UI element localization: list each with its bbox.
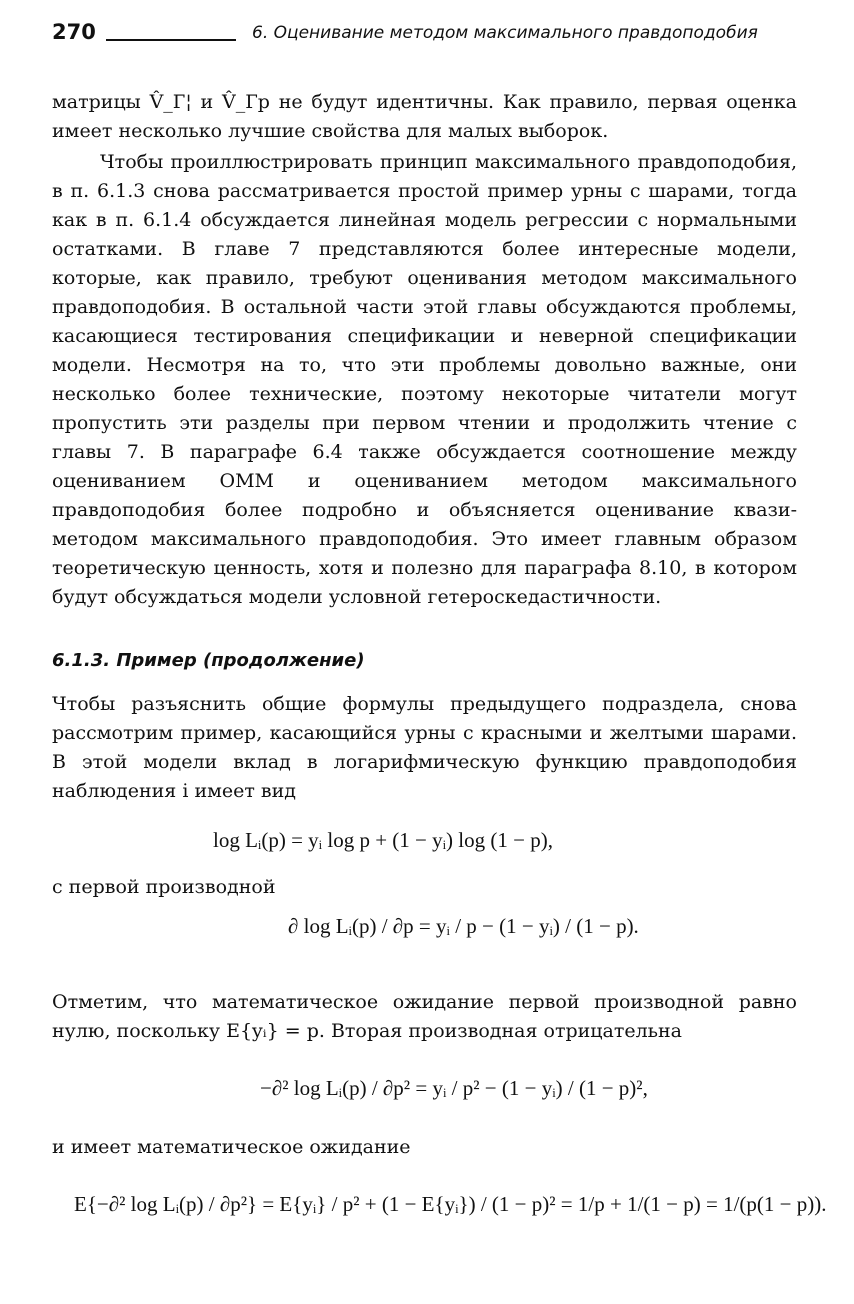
header-rule [106,39,236,41]
equation-loglikelihood [213,828,553,853]
paragraph-example: Чтобы разъяснить общие формулы предыдущего подраздела, снова рассмотрим пример, касающийся урны с красными и желтыми шарами. В этой модели вклад в логарифмическую функцию правдоподобия наблюдения i имеет вид [52,693,797,802]
paragraph-overview: Чтобы проиллюстрировать принцип максимального правдоподобия, в п. 6.1.3 снова рассматривается простой пример урны с шарами, тогда как в п. 6.1.4 обсуждается линейная модель регрессии с нормальными остатками. В главе 7 представляются более интересные модели, которые, как правило, требуют оценивания методом максимального правдоподобия. В остальной части этой главы обсуждаются проблемы, касающиеся тестирования спецификации и неверной спецификации модели. Несмотря на то, что эти проблемы довольно важные, они несколько более технические, поэтому некоторые читатели могут пропустить эти разделы при первом чтении и продолжить чтение с главы 7. В параграфе 6.4 также обсуждается соотношение между оцениванием ОММ и оцениванием методом максимального правдоподобия более подробно и объясняется оценивание квази- методом максимального правдоподобия. Это имеет главным образом теоретическую ценность, хотя и полезно для параграфа 8.10, в котором будут обсуждаться модели условной гетероскедастичности. [52,151,797,608]
equation-1: log Lᵢ(p) = yᵢ log p + (1 − yᵢ) log (1 − p), [213,828,553,852]
equation-second-derivative [260,1076,648,1101]
equation-3: −∂² log Lᵢ(p) / ∂p² = yᵢ / p² − (1 − yᵢ) / (1 − p)², [260,1076,648,1100]
equation-expectation [74,1192,826,1217]
equation-first-derivative [288,914,639,939]
page-header [52,20,812,50]
chapter-title: 6. Оценивание методом максимального правдоподобия [252,23,758,43]
label-first-derivative: с первой производной [52,876,276,898]
equation-4: E{−∂² log Lᵢ(p) / ∂p²} = E{yᵢ} / p² + (1 − E{yᵢ}) / (1 − p)² = 1/p + 1/(1 − p) = 1/(p(1 − p)). [74,1192,827,1216]
paragraph-intro: матрицы V̂_Г¦ и V̂_Гр не будут идентичны. Как правило, первая оценка имеет несколько лучшие свойства для малых выборок. [52,91,797,142]
equation-2: ∂ log Lᵢ(p) / ∂p = yᵢ / p − (1 − yᵢ) / (1 − p). [288,914,639,938]
label-expectation: и имеет математическое ожидание [52,1136,411,1158]
section-heading: 6.1.3. Пример (продолжение) [52,650,365,671]
page-number: 270 [52,20,96,44]
paragraph-expectation-zero: Отметим, что математическое ожидание первой производной равно нулю, поскольку E{yᵢ} = p. Вторая производная отрицательна [52,991,797,1042]
